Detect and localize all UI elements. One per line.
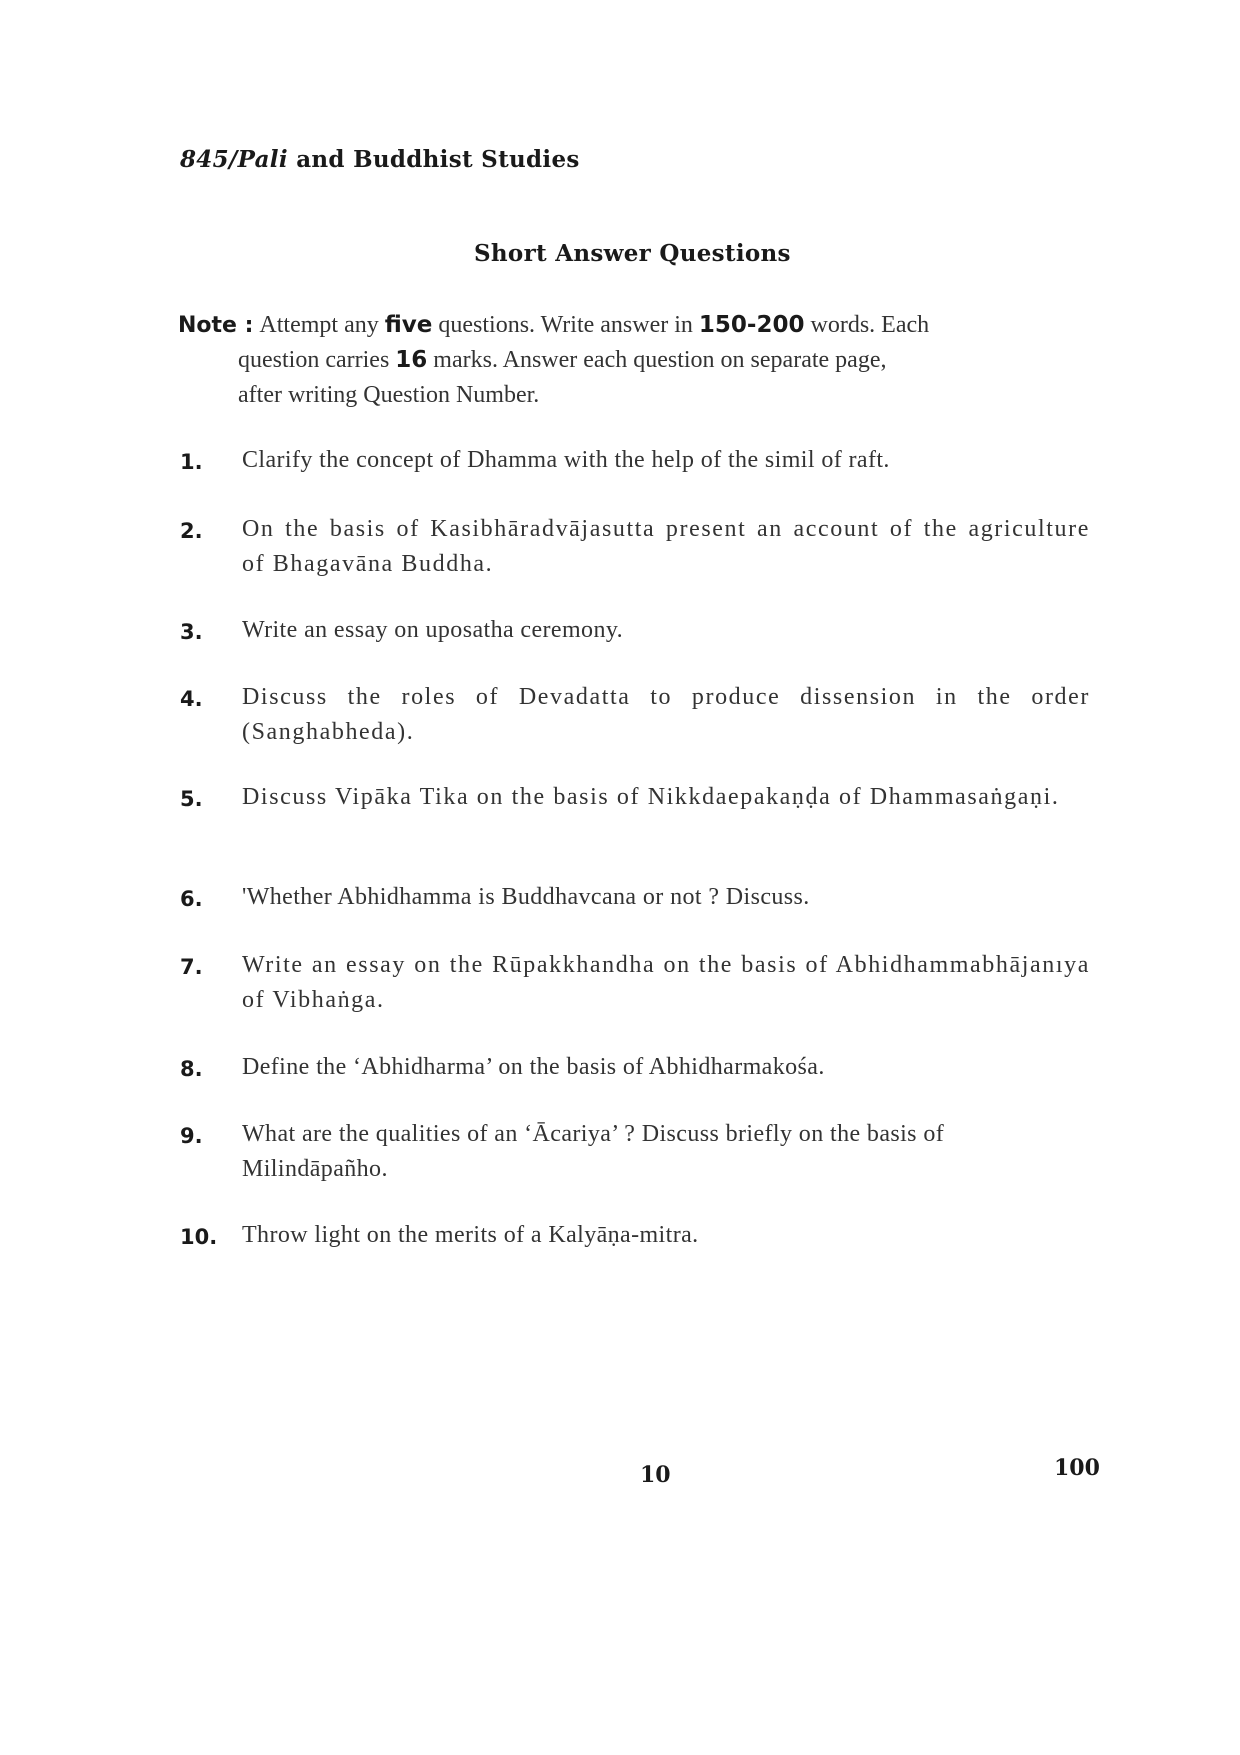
note-line-2	[178, 343, 1088, 378]
question-4	[180, 680, 1090, 750]
page-number: 10	[640, 1462, 671, 1488]
question-text: Discuss Vipāka Tika on the basis of Nikkdaepakaṇḍa of Dhammasaṅgaṇi.	[242, 784, 1060, 810]
total-marks: 100	[1054, 1455, 1100, 1481]
note-marks: 16	[395, 347, 428, 373]
question-number: 2.	[180, 519, 203, 543]
question-number: 9.	[180, 1124, 203, 1148]
subject-rest: and Buddhist Studies	[287, 146, 580, 173]
note-text-4: question carries	[238, 347, 396, 373]
instructions-note	[178, 308, 1088, 413]
subject-italic: Pali	[237, 146, 288, 173]
question-text: Clarify the concept of Dhamma with the help of the simil of raft.	[242, 447, 890, 473]
question-number: 1.	[180, 450, 203, 474]
question-text: What are the qualities of an ‘Ācariya’ ? Discuss briefly on the basis of Milindāpañho.	[242, 1121, 945, 1182]
note-word-range: 150-200	[698, 312, 805, 338]
note-text-5: marks. Answer each question on separate page,	[427, 347, 887, 373]
question-text: Discuss the roles of Devadatta to produce dissension in the order (Sanghabheda).	[242, 684, 1090, 745]
note-five: five	[384, 312, 433, 338]
question-number: 6.	[180, 887, 203, 911]
question-1	[180, 443, 1090, 480]
note-label: Note :	[178, 313, 254, 338]
note-text-1: Attempt any	[259, 312, 385, 338]
question-10	[180, 1218, 1090, 1255]
question-5	[180, 780, 1090, 817]
question-7	[180, 948, 1090, 1018]
subject-code: 845/	[180, 146, 238, 173]
question-2	[180, 512, 1090, 582]
note-line-3: after writing Question Number.	[238, 382, 540, 408]
question-text: 'Whether Abhidhamma is Buddhavcana or not ? Discuss.	[242, 884, 810, 910]
question-number: 7.	[180, 955, 203, 979]
question-text: Define the ‘Abhidharma’ on the basis of Abhidharmakośa.	[242, 1054, 825, 1080]
question-8	[180, 1050, 1090, 1087]
question-9	[180, 1117, 1090, 1187]
question-text: Write an essay on uposatha ceremony.	[242, 617, 624, 643]
note-text-2: questions. Write answer in	[432, 312, 699, 338]
question-text: On the basis of Kasibhāradvājasutta present an account of the agriculture of Bhagavāna Buddha.	[242, 516, 1090, 577]
section-title: Short Answer Questions	[474, 240, 791, 267]
question-text: Write an essay on the Rūpakkhandha on the basis of Abhidhammabhājanıya of Vibhaṅga.	[242, 952, 1090, 1013]
subject-heading	[180, 146, 580, 173]
question-number: 5.	[180, 787, 203, 811]
question-3	[180, 613, 1090, 650]
question-number: 3.	[180, 620, 203, 644]
note-text-3: words. Each	[804, 312, 930, 338]
question-number: 4.	[180, 687, 203, 711]
question-number: 10.	[180, 1225, 218, 1249]
question-text: Throw light on the merits of a Kalyāṇa-mitra.	[242, 1222, 699, 1248]
question-number: 8.	[180, 1057, 203, 1081]
question-6	[180, 880, 1090, 917]
